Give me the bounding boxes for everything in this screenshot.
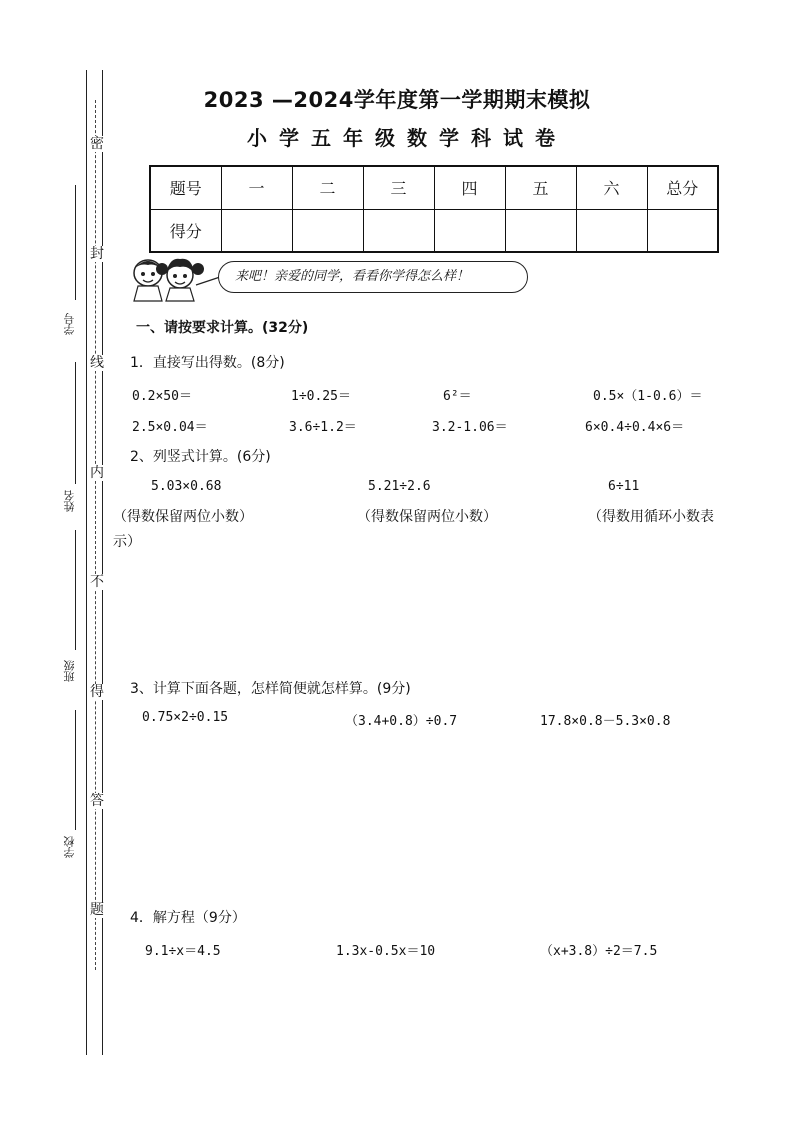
cartoon-kids-icon [118,255,228,303]
q1-problem: 3.6÷1.2＝ [289,420,357,435]
score-cell[interactable] [221,209,292,252]
score-table-column: 二 [292,166,363,209]
exam-title: 2023 —2024学年度第一学期期末模拟 [203,88,591,112]
seal-char: 内 [90,465,104,481]
score-cell[interactable] [505,209,576,252]
q2-note: （得数保留两位小数） [113,509,253,525]
q1-heading: 1．直接写出得数。(8分) [130,355,285,371]
name-line[interactable] [75,362,76,484]
q1-problem: 6²＝ [443,389,472,404]
q1-problem: 2.5×0.04＝ [132,420,208,435]
q3-problem: （3.4+0.8）÷0.7 [345,714,458,729]
seal-char: 答 [90,793,104,809]
score-table-column: 一 [221,166,292,209]
q1-problem: 0.2×50＝ [132,389,192,404]
q3-problem: 0.75×2÷0.15 [142,710,229,725]
section-heading: 一、请按要求计算。(32分) [136,320,309,336]
score-table-row-label: 得分 [150,209,221,252]
q4-equation: （x+3.8）÷2＝7.5 [540,944,658,959]
score-cell[interactable] [576,209,647,252]
q1-problem: 3.2-1.06＝ [432,420,508,435]
encouragement-banner [118,255,538,303]
q2-problem: 5.03×0.68 [151,479,222,494]
score-cell[interactable] [363,209,434,252]
banner-text: 来吧！亲爱的同学，看看你学得怎么样！ [218,261,528,293]
q3-problem: 17.8×0.8－5.3×0.8 [540,714,671,729]
score-table-column: 五 [505,166,576,209]
score-table-column: 六 [576,166,647,209]
q2-problem: 5.21÷2.6 [368,479,431,494]
q4-equation: 9.1÷x＝4.5 [145,944,221,959]
seal-char: 不 [90,574,104,590]
school-line[interactable] [75,710,76,830]
q4-heading: 4．解方程（9分） [130,910,246,926]
student-id-label: 学号 [63,313,76,335]
q2-heading: 2、列竖式计算。(6分) [130,449,271,465]
score-cell[interactable] [434,209,505,252]
seal-char: 封 [90,246,104,262]
name-label: 姓名 [63,490,76,512]
class-line[interactable] [75,530,76,650]
class-label: 班级 [63,660,76,682]
q2-note: （得数保留两位小数） [357,509,497,525]
score-table-score-row [150,209,718,252]
student-id-line[interactable] [75,185,76,300]
seal-char: 线 [90,355,104,371]
score-cell[interactable] [647,209,718,252]
score-table [149,165,719,253]
score-table-column: 三 [363,166,434,209]
q3-heading: 3、计算下面各题，怎样简便就怎样算。(9分) [130,681,411,697]
score-table-column: 总分 [647,166,718,209]
q2-note: （得数用循环小数表 [588,509,714,525]
q1-problem: 0.5×（1-0.6）＝ [593,389,703,404]
q4-equation: 1.3x-0.5x＝10 [336,944,436,959]
q1-problem: 6×0.4÷0.4×6＝ [585,420,685,435]
score-table-column: 四 [434,166,505,209]
seal-char: 得 [90,684,104,700]
q2-note-wrap: 示） [113,534,141,550]
score-cell[interactable] [292,209,363,252]
school-label: 学校 [63,836,76,858]
q1-problem: 1÷0.25＝ [291,389,351,404]
binding-line-outer [86,70,87,1055]
q2-problem: 6÷11 [608,479,640,494]
seal-char: 题 [90,902,104,918]
seal-dashed-line [95,100,96,970]
exam-subtitle: 小学五年级数学科试卷 [247,126,567,150]
seal-char: 密 [90,136,104,152]
score-table-header-label: 题号 [150,166,221,209]
score-table-header-row [150,166,718,209]
